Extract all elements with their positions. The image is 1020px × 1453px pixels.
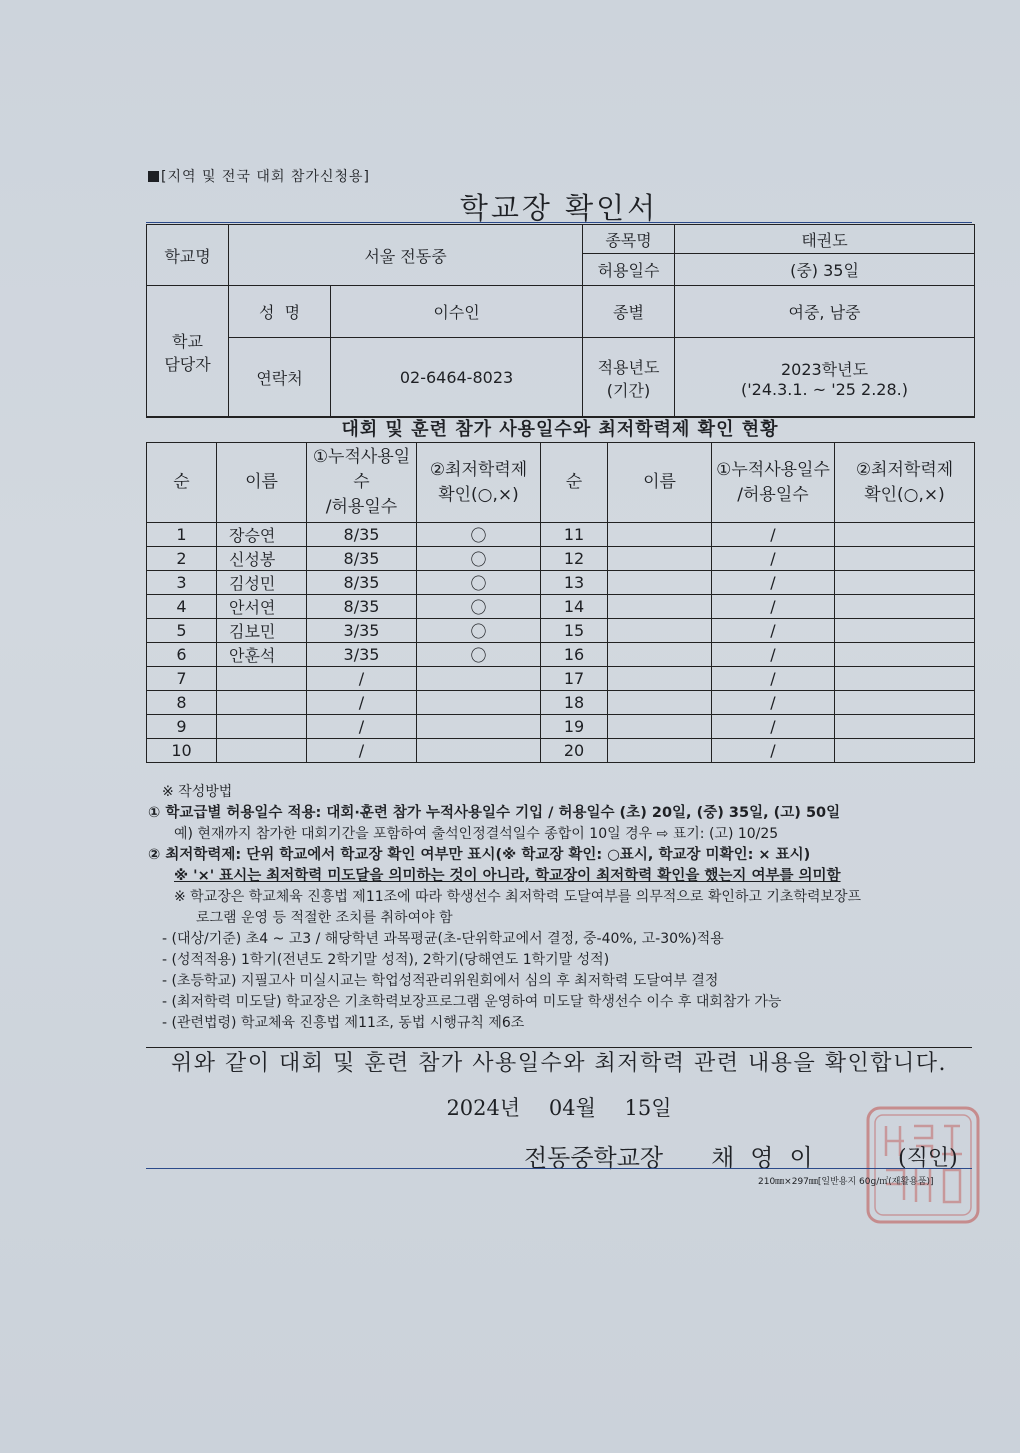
row-check — [417, 739, 541, 763]
staff-label-line2: 담당자 — [164, 354, 211, 374]
header-name: 이름 — [217, 443, 307, 523]
row-check — [417, 667, 541, 691]
row-days-right: / — [712, 523, 835, 547]
row-no-right: 20 — [541, 739, 608, 763]
bottom-rule — [146, 1168, 972, 1169]
category-label: 종별 — [583, 286, 675, 338]
row-days-right: / — [712, 715, 835, 739]
row-days: 8/35 — [307, 523, 417, 547]
row-days: / — [307, 691, 417, 715]
form-type-label — [148, 166, 370, 186]
year-label-line1: 적용년도 — [597, 357, 660, 377]
principal-title: 전동중학교장 — [524, 1144, 664, 1172]
row-check-right — [835, 571, 975, 595]
row-check-right — [835, 691, 975, 715]
row-name-right — [608, 595, 712, 619]
seal-label: (직인) — [898, 1146, 958, 1171]
name-label: 성 명 — [229, 286, 331, 338]
header-check-right-line2: 확인(○,×) — [864, 484, 945, 505]
header-days-right — [712, 443, 835, 523]
issue-date: 2024년 04월 15일 — [446, 1096, 672, 1120]
year-value-line2: ('24.3.1. ~ '25 2.28.) — [741, 379, 908, 399]
row-name-right — [608, 715, 712, 739]
contact-label: 연락처 — [229, 338, 331, 418]
row-name-right — [608, 643, 712, 667]
roster-body — [147, 523, 975, 763]
row-check: 〇 — [417, 643, 541, 667]
detail-4: - (최저학력 미도달) 학교장은 기초학력보장프로그램 운영하여 미도달 학생선수 이수 후 대회참가 가능 — [162, 994, 782, 1010]
row-days: / — [307, 715, 417, 739]
row-days: 3/35 — [307, 619, 417, 643]
note-1: ① 학교급별 허용일수 적용: 대회·훈련 참가 누적사용일수 기입 / 허용일수 (초) 20일, (중) 35일, (고) 50일 — [148, 805, 841, 821]
row-days-right: / — [712, 595, 835, 619]
section-title: 대회 및 훈련 참가 사용일수와 최저학력제 확인 현황 — [146, 416, 974, 443]
school-label: 학교명 — [147, 225, 229, 286]
notes-heading: ※ 작성방법 — [162, 784, 233, 800]
row-name: 안서연 — [217, 595, 307, 619]
row-check-right — [835, 667, 975, 691]
name-value: 이수인 — [331, 286, 583, 338]
row-days: 8/35 — [307, 571, 417, 595]
row-days-right: / — [712, 739, 835, 763]
row-no-right: 11 — [541, 523, 608, 547]
square-bullet-icon — [148, 171, 159, 182]
header-no: 순 — [147, 443, 217, 523]
row-no: 2 — [147, 547, 217, 571]
row-no-right: 12 — [541, 547, 608, 571]
row-check: 〇 — [417, 547, 541, 571]
row-check-right — [835, 547, 975, 571]
detail-3: - (초등학교) 지필고사 미실시교는 학업성적관리위원회에서 심의 후 최저학력 도달여부 결정 — [162, 973, 719, 989]
row-name: 김성민 — [217, 571, 307, 595]
row-check-right — [835, 595, 975, 619]
header-days — [307, 443, 417, 523]
header-days-right-line2: /허용일수 — [737, 484, 809, 505]
row-name-right — [608, 619, 712, 643]
row-name: 안훈석 — [217, 643, 307, 667]
note-2: ② 최저학력제: 단위 학교에서 학교장 확인 여부만 표시(※ 학교장 확인: ○표시, 학교장 미확인: × 표시) — [148, 847, 811, 863]
note-2-b-line2: 로그램 운영 등 적절한 조치를 취하여야 함 — [196, 910, 453, 926]
year-label-line2: (기간) — [606, 380, 651, 400]
row-name — [217, 691, 307, 715]
row-days: / — [307, 739, 417, 763]
row-days: 3/35 — [307, 643, 417, 667]
table-row — [147, 571, 975, 595]
header-check-line2: 확인(○,×) — [438, 484, 519, 505]
row-no: 1 — [147, 523, 217, 547]
contact-value: 02-6464-8023 — [331, 338, 583, 418]
row-no: 3 — [147, 571, 217, 595]
row-no-right: 15 — [541, 619, 608, 643]
row-check: 〇 — [417, 619, 541, 643]
allowed-days-label: 허용일수 — [583, 254, 675, 286]
row-check-right — [835, 523, 975, 547]
row-check-right — [835, 643, 975, 667]
row-no: 5 — [147, 619, 217, 643]
header-days-line2: 수 — [353, 472, 370, 492]
row-days-right: / — [712, 643, 835, 667]
roster-table — [146, 442, 975, 763]
row-name — [217, 715, 307, 739]
row-name-right — [608, 571, 712, 595]
table-row — [147, 523, 975, 547]
row-days: 8/35 — [307, 595, 417, 619]
instructions — [148, 782, 978, 1034]
sport-label: 종목명 — [583, 225, 675, 254]
row-days: / — [307, 667, 417, 691]
row-no-right: 19 — [541, 715, 608, 739]
staff-label-line1: 학교 — [172, 331, 203, 351]
table-row — [147, 667, 975, 691]
header-check-line1: ②최저학력제 — [429, 459, 528, 480]
header-days-right-line1: ①누적사용일수 — [716, 459, 830, 480]
title-rule — [146, 222, 972, 223]
row-check-right — [835, 715, 975, 739]
note-2-b-line1: ※ 학교장은 학교체육 진흥법 제11조에 따라 학생선수 최저학력 도달여부를 의무적으로 확인하고 기초학력보장프 — [174, 889, 862, 905]
table-row — [147, 691, 975, 715]
row-check — [417, 715, 541, 739]
row-check: 〇 — [417, 595, 541, 619]
header-name-right: 이름 — [608, 443, 712, 523]
row-days-right: / — [712, 619, 835, 643]
page-title: 학교장 확인서 — [459, 191, 659, 225]
header-check — [417, 443, 541, 523]
row-no-right: 14 — [541, 595, 608, 619]
allowed-days-value: (중) 35일 — [675, 254, 975, 286]
row-days-right: / — [712, 691, 835, 715]
row-name-right — [608, 523, 712, 547]
row-days-right: / — [712, 571, 835, 595]
principal-name: 채영이 — [711, 1144, 829, 1172]
header-no-right: 순 — [541, 443, 608, 523]
row-name: 신성봉 — [217, 547, 307, 571]
row-name: 김보민 — [217, 619, 307, 643]
row-name — [217, 739, 307, 763]
info-table — [146, 224, 975, 418]
header-days-line1: ①누적사용일 — [312, 447, 411, 467]
row-check-right — [835, 739, 975, 763]
detail-2: - (성적적용) 1학기(전년도 2학기말 성적), 2학기(당해연도 1학기말 성적) — [162, 952, 610, 968]
note-2-a: ※ '×' 표시는 최저학력 미도달을 의미하는 것이 아니라, 학교장이 최저학력 확인을 했는지 여부를 의미함 — [174, 868, 841, 884]
form-type-text: [지역 및 전국 대회 참가신청용] — [161, 169, 371, 185]
year-label — [583, 338, 675, 418]
table-row — [147, 643, 975, 667]
row-name-right — [608, 691, 712, 715]
table-row — [147, 715, 975, 739]
roster-header-row — [147, 443, 975, 523]
header-check-right-line1: ②최저학력제 — [855, 459, 954, 480]
row-check: 〇 — [417, 571, 541, 595]
row-days-right: / — [712, 547, 835, 571]
row-no: 8 — [147, 691, 217, 715]
row-no: 10 — [147, 739, 217, 763]
category-value: 여중, 남중 — [675, 286, 975, 338]
detail-5: - (관련법령) 학교체육 진흥법 제11조, 동법 시행규칙 제6조 — [162, 1015, 525, 1031]
row-check-right — [835, 619, 975, 643]
table-row — [147, 739, 975, 763]
table-row — [147, 619, 975, 643]
row-name-right — [608, 739, 712, 763]
row-no: 9 — [147, 715, 217, 739]
row-no-right: 16 — [541, 643, 608, 667]
row-no-right: 17 — [541, 667, 608, 691]
confirm-statement: 위와 같이 대회 및 훈련 참가 사용일수와 최저학력 관련 내용을 확인합니다. — [171, 1051, 947, 1076]
school-value: 서울 전동중 — [229, 225, 583, 286]
row-no-right: 18 — [541, 691, 608, 715]
year-value-line1: 2023학년도 — [780, 359, 869, 379]
header-days-line3: /허용일수 — [325, 497, 398, 517]
sport-value: 태권도 — [675, 225, 975, 254]
note-1-example: 예) 현재까지 참가한 대회기간을 포함하여 출석인정결석일수 종합이 10일 경우 ⇨ 표기: (고) 10/25 — [174, 826, 779, 842]
row-no: 4 — [147, 595, 217, 619]
row-name-right — [608, 667, 712, 691]
row-name: 장승연 — [217, 523, 307, 547]
row-no: 7 — [147, 667, 217, 691]
staff-label — [147, 286, 229, 418]
row-name — [217, 667, 307, 691]
row-no-right: 13 — [541, 571, 608, 595]
table-row — [147, 595, 975, 619]
year-value — [675, 338, 975, 418]
row-days: 8/35 — [307, 547, 417, 571]
paper-spec: 210㎜×297㎜[일반용지 60g/㎡(재활용품)] — [758, 1177, 934, 1187]
row-no: 6 — [147, 643, 217, 667]
header-check-right — [835, 443, 975, 523]
table-row — [147, 547, 975, 571]
row-check: 〇 — [417, 523, 541, 547]
detail-1: - (대상/기준) 초4 ~ 고3 / 해당학년 과목평균(초-단위학교에서 결정, 중-40%, 고-30%)적용 — [162, 931, 724, 947]
row-days-right: / — [712, 667, 835, 691]
row-name-right — [608, 547, 712, 571]
row-check — [417, 691, 541, 715]
